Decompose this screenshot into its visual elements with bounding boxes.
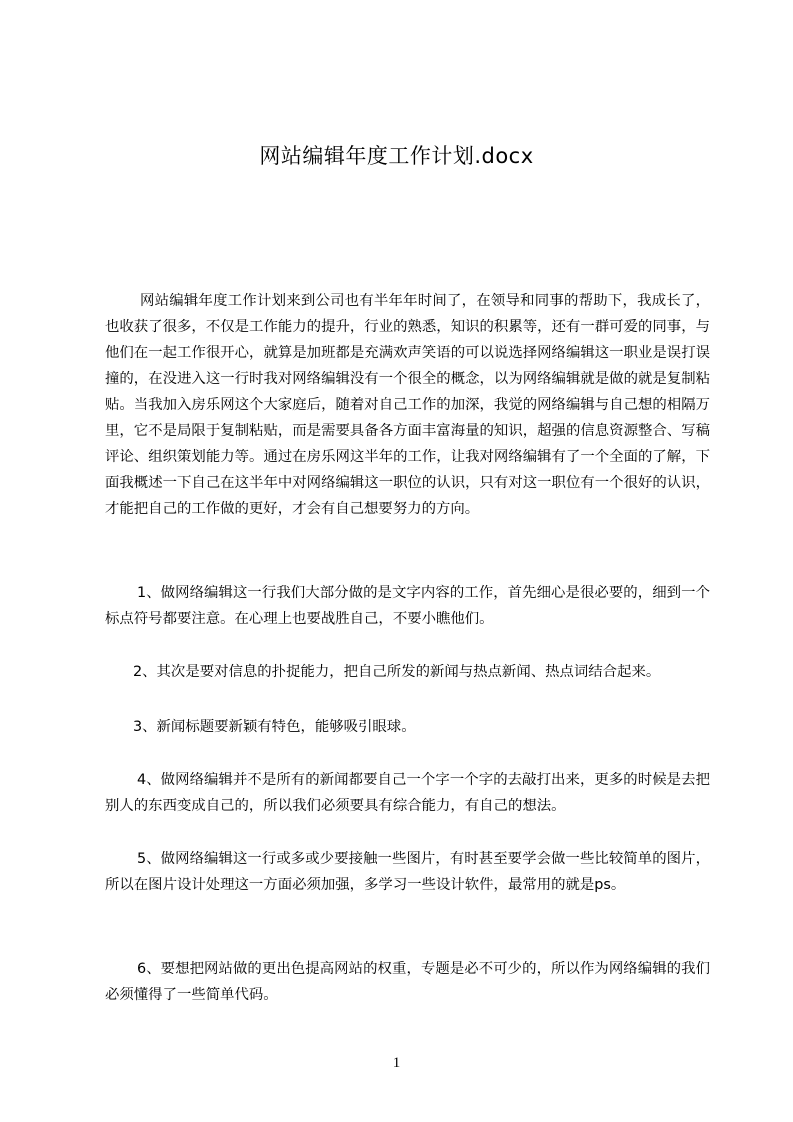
- paragraph-item-2: 2、其次是要对信息的扑捉能力，把自己所发的新闻与热点新闻、热点词结合起来。: [133, 664, 661, 680]
- paragraph-intro: 网站编辑年度工作计划来到公司也有半年年时间了，在领导和同事的帮助下，我成长了，也收获了很多，不仅是工作能力的提升，行业的熟悉，知识的积累等，还有一群可爱的同事，与他们在一起工作很开心，就算是加班都是充满欢声笑语的可以说选择网络编辑这一职业是误打误撞的，在没进入这一行时我对网络编辑没有一个很全的概念，以为网络编辑就是做的就是复制粘贴。当我加入房乐网这个大家庭后，随着对自己工作的加深，我觉的网络编辑与自己想的相隔万里，它不是局限于复制粘贴，而是需要具备各方面丰富海量的知识，超强的信息资源整合、写稿评论、组织策划能力等。通过在房乐网这半年的工作，让我对网络编辑有了一个全面的了解，下面我概述一下自己在这半年中对网络编辑这一职位的认识，只有对这一职位有一个很好的认识，才能把自己的工作做的更好，才会有自己想要努力的方向。: [105, 293, 710, 517]
- paragraph-item-3: 3、新闻标题要新颖有特色，能够吸引眼球。: [133, 719, 416, 735]
- page-number: 1: [392, 1055, 401, 1071]
- document-title: 网站编辑年度工作计划.docx: [259, 144, 534, 168]
- paragraph-item-4: 4、做网络编辑并不是所有的新闻都要自己一个字一个字的去敲打出来，更多的时候是去把别人的东西变成自己的，所以我们必须要具有综合能力，有自己的想法。: [105, 772, 710, 814]
- paragraph-item-6: 6、要想把网站做的更出色提高网站的权重，专题是必不可少的，所以作为网络编辑的我们必须懂得了一些简单代码。: [105, 961, 710, 1003]
- paragraph-item-5: 5、做网络编辑这一行或多或少要接触一些图片，有时甚至要学会做一些比较简单的图片，所以在图片设计处理这一方面必须加强，多学习一些设计软件，最常用的就是ps。: [105, 851, 710, 893]
- paragraph-item-1: 1、做网络编辑这一行我们大部分做的是文字内容的工作，首先细心是很必要的，细到一个标点符号都要注意。在心理上也要战胜自己，不要小瞧他们。: [105, 585, 710, 627]
